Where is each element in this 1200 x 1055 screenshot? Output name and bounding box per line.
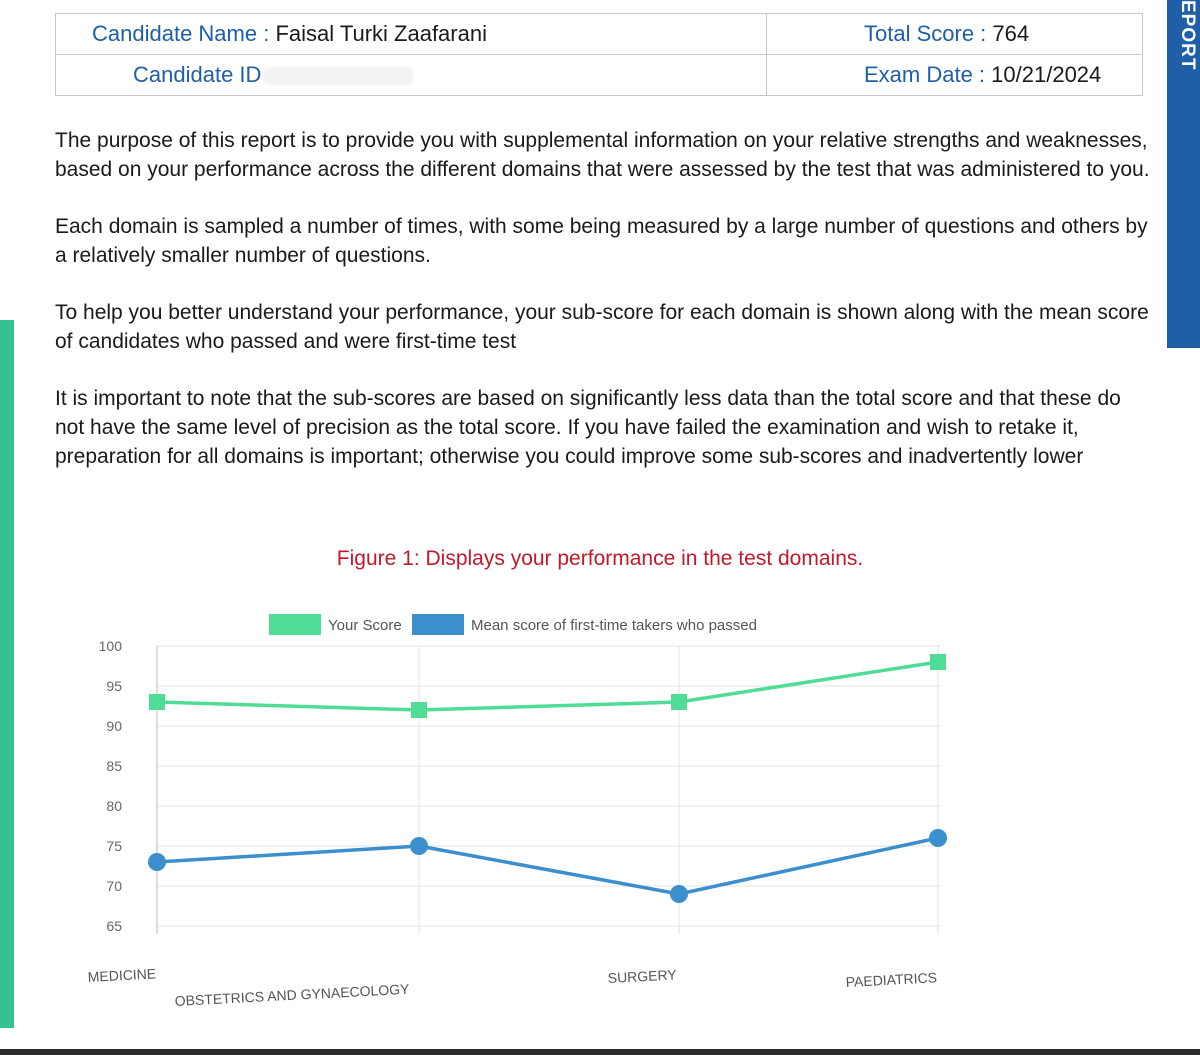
info-row xyxy=(56,55,1143,96)
y-tick-label: 95 xyxy=(106,678,122,694)
y-tick-label: 100 xyxy=(98,638,122,654)
mean-score-point xyxy=(929,829,947,847)
y-tick-label: 85 xyxy=(106,758,122,774)
legend-swatch xyxy=(412,614,464,635)
x-category-label: MEDICINE xyxy=(87,965,157,985)
paragraph-precision: It is important to note that the sub-scores are based on significantly less data than the total score and that these do not have the same level of precision as the total score. If you have failed the examination and wish to retake it, preparation for all domains is important; otherwise you could improve some sub-scores and inadvertently lower xyxy=(55,387,1121,468)
candidate-name-value: Faisal Turki Zaafarani xyxy=(275,21,487,46)
bottom-border xyxy=(0,1049,1200,1055)
your-score-point xyxy=(149,694,165,710)
redacted-id xyxy=(263,67,413,85)
y-tick-label: 80 xyxy=(106,798,122,814)
candidate-id-label: Candidate ID xyxy=(133,62,262,87)
paragraph-sampling: Each domain is sampled a number of times, with some being measured by a large number of questions and others by a relatively smaller number of questions. xyxy=(55,215,1148,267)
total-score-label: Total Score : xyxy=(864,21,987,46)
report-explanation xyxy=(55,126,1150,499)
candidate-info-table xyxy=(55,13,1143,96)
exam-date-value: 10/21/2024 xyxy=(991,62,1102,87)
x-category-label: OBSTETRICS AND GYNAECOLOGY xyxy=(174,980,410,1009)
total-score-cell xyxy=(767,14,1143,55)
performance-line-chart xyxy=(0,600,1000,1020)
your-score-point xyxy=(411,702,427,718)
legend-label: Your Score xyxy=(328,617,402,634)
legend-label: Mean score of first-time takers who passed xyxy=(471,617,757,634)
legend-swatch xyxy=(269,614,321,635)
mean-score-point xyxy=(410,837,428,855)
chart-legend xyxy=(269,614,757,635)
exam-date-label: Exam Date : xyxy=(864,62,986,87)
your-score-point xyxy=(671,694,687,710)
x-category-label: PAEDIATRICS xyxy=(845,969,938,990)
y-tick-label: 70 xyxy=(106,878,122,894)
y-tick-label: 65 xyxy=(106,918,122,934)
info-row xyxy=(56,14,1143,55)
chart-labels xyxy=(87,638,937,1009)
candidate-id-cell xyxy=(56,55,767,96)
y-tick-label: 75 xyxy=(106,838,122,854)
paragraph-subscores: To help you better understand your performance, your sub-score for each domain is shown along with the mean score of candidates who passed and were first-time test xyxy=(55,301,1149,353)
figure-caption: Figure 1: Displays your performance in the test domains. xyxy=(336,547,864,570)
your-score-point xyxy=(930,654,946,670)
side-tab xyxy=(1167,0,1200,348)
total-score-value: 764 xyxy=(992,21,1030,46)
y-tick-label: 90 xyxy=(106,718,122,734)
side-tab-label: EPORT xyxy=(1177,0,1198,71)
mean-score-point xyxy=(670,885,688,903)
candidate-name-label: Candidate Name : xyxy=(92,21,270,46)
chart-series xyxy=(148,654,947,903)
exam-date-cell xyxy=(767,55,1143,96)
x-category-label: SURGERY xyxy=(607,966,678,986)
paragraph-purpose: The purpose of this report is to provide you with supplemental information on your relative strengths and weaknesses, based on your performance across the different domains that were assessed by the test that was administered to you. xyxy=(55,129,1150,181)
mean-score-point xyxy=(148,853,166,871)
candidate-name-cell xyxy=(56,14,767,55)
chart-grid xyxy=(157,646,940,934)
